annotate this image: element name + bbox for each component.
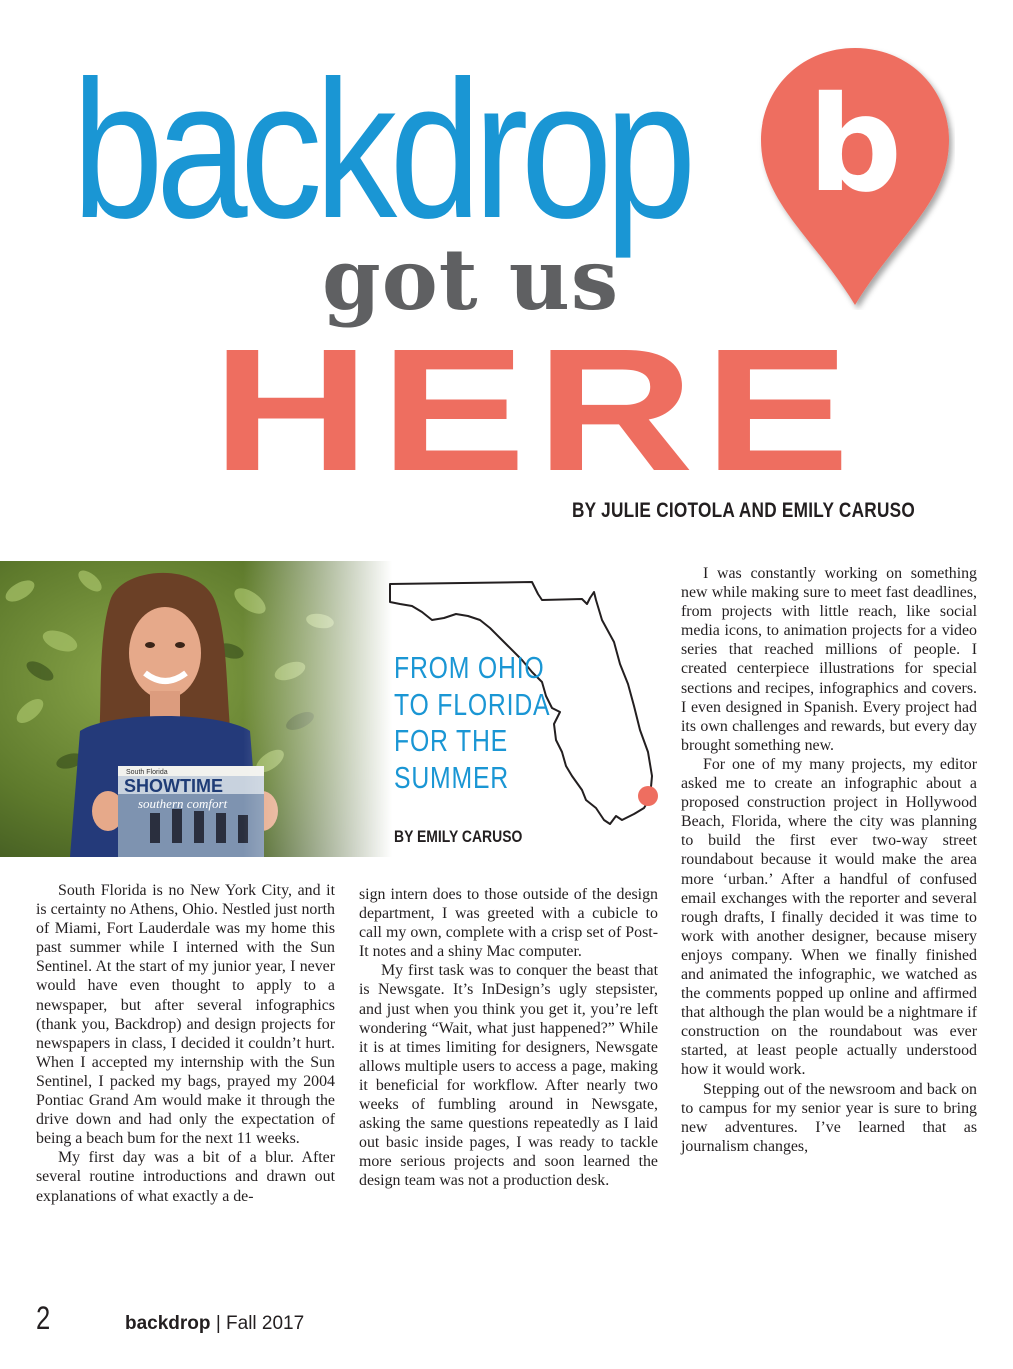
pin-letter: b [807, 68, 903, 222]
kicker-line: FOR THE [394, 723, 508, 758]
feature-kicker [394, 650, 551, 796]
footer-magazine-name: backdrop [125, 1313, 211, 1334]
article-byline: BY JULIE CIOTOLA AND EMILY CARUSO [572, 499, 916, 522]
headline-here: HERE [212, 312, 860, 508]
footer-issue: Fall 2017 [226, 1313, 305, 1334]
article-paragraph: South Florida is no New York City, and it is certainty no Athens, Ohio. Nestled just north of Miami, Fort Lauderdale was my home this past summer while I interned with the Sun Sentinel. At the start of my junior year, I never would have even thought to apply to a newspaper, but after several infographics (thank you, Backdrop) and design projects for newspapers in class, I decided it couldn’t hurt. When I accepted my internship with the Sun Sentinel, I packed my bags, prayed my 2004 Pontiac Grand Am would make it through the drive down and had only the expectation of being a beach bum for the next 11 weeks. [36, 882, 335, 1148]
kicker-line: SUMMER [394, 759, 510, 795]
map-pin-logo-icon [755, 40, 955, 310]
footer-separator: | [215, 1313, 221, 1334]
article-paragraph: My first task was to conquer the beast that is Newsgate. It’s InDesign’s ugly stepsister, and just when you think you get it, you’re left wondering “Wait, what just happened?” While it is at times limiting for designers, Newsgate allows multiple users to access a page, making it beneficial for workflow. After nearly two weeks of fumbling around in Newsgate, asking the same questions repeatedly as I laid out basic inside pages, I was ready to tackle more serious projects and soon learned the design team was not a production desk. [359, 962, 658, 1190]
kicker-line: FROM OHIO [394, 650, 545, 685]
page-number: 2 [36, 1300, 51, 1336]
kicker-line: TO FLORIDA [394, 686, 551, 722]
article-column-2 [359, 885, 658, 1191]
article-paragraph: For one of my many projects, my editor asked me to create an infographic about a proposed construction project in Hollywood Beach, Florida, where the city was planning to build the first ever two-way street roundabout because it would make the area more ‘urban.’ After a handful of confused email exchanges with the reporter and several rough drafts, I finally decided it was time to work with another designer, because misery enjoys company. When we finally finished and animated the infographic, we watched as the comments popped up online and affirmed that although the plan would be a nightmare if construction on the roundabout was ever started, at least people actually understood how it would work. [681, 755, 977, 1079]
article-paragraph: My first day was a bit of a blur. After several routine introductions and drawn out explanations of what exactly a de- [36, 1149, 335, 1205]
footer-folio [125, 1313, 304, 1335]
headline-got-us: got us [322, 230, 620, 329]
feature-byline: BY EMILY CARUSO [394, 827, 523, 846]
article-paragraph: Stepping out of the newsroom and back on to campus for my senior year is sure to bring new adventures. I’ve learned that as journalism changes, [681, 1080, 977, 1155]
article-paragraph: sign intern does to those outside of the design department, I was greeted with a cubicle to call my own, complete with a crisp set of Post-It notes and a shiny Mac computer. [359, 886, 658, 961]
article-paragraph: I was constantly working on something new while making sure to meet fast deadlines, from projects with little reach, like social media icons, to animation projects for a video series that reached millions of people. I created centerpiece illustrations for special sections and recipes, infographics and covers. I even designed in Spanish. Every project had its own challenges and rewards, but every day brought something new. [681, 565, 977, 754]
headline-backdrop: backdrop [72, 40, 689, 259]
article-column-3 [681, 564, 977, 1156]
intern-photo [0, 561, 392, 857]
article-column-1 [36, 881, 335, 1206]
